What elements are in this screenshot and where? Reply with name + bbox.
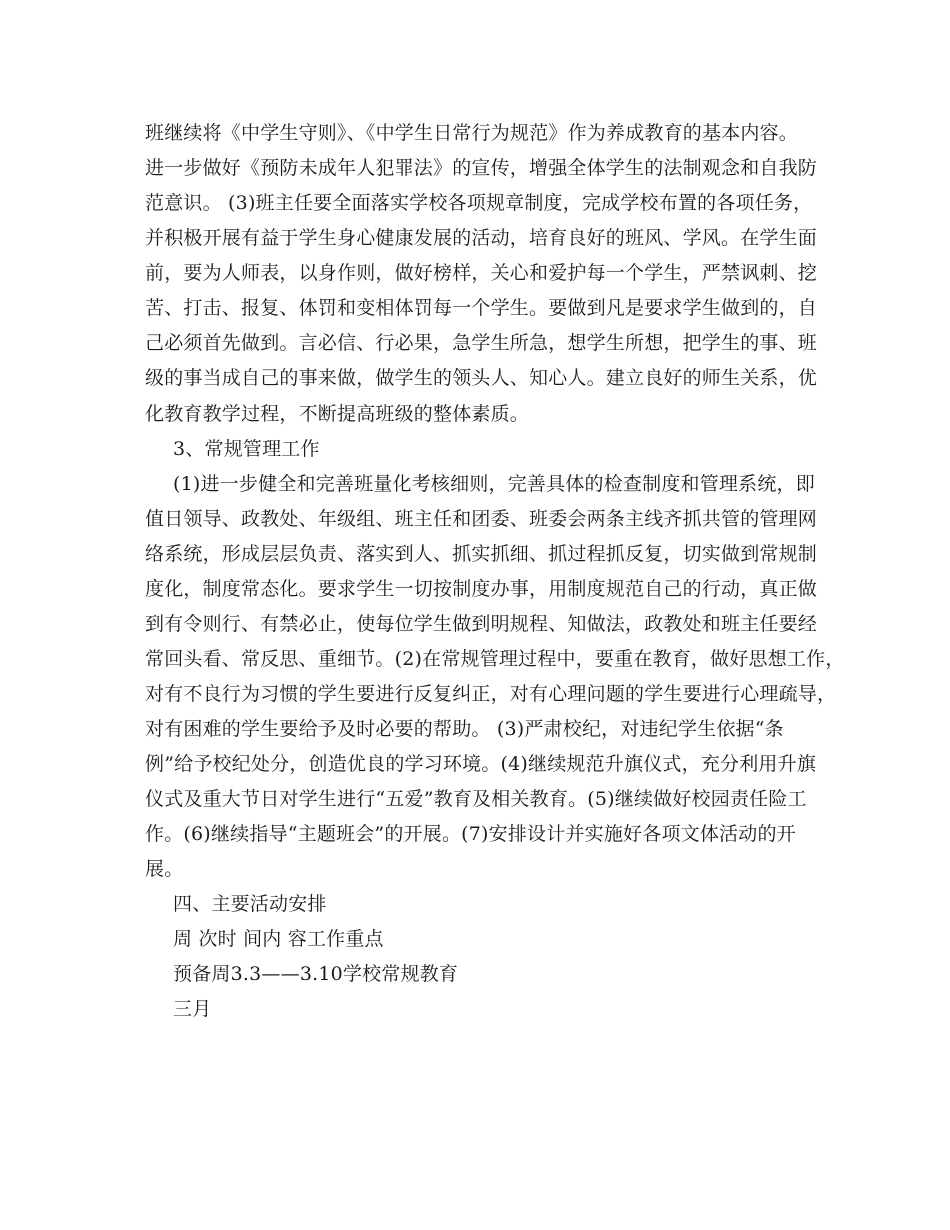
section-heading: 3、常规管理工作 <box>173 438 320 460</box>
paragraph-line: 到有令则行、有禁必止，使每位学生做到明规程、知做法，政教处和班主任要经 <box>145 613 818 635</box>
schedule-row: 三月 <box>173 998 212 1020</box>
paragraph-line: 级的事当成自己的事来做，做学生的领头人、知心人。建立良好的师生关系，优 <box>145 367 818 389</box>
paragraph-line: 己必须首先做到。言必信、行必果，急学生所急，想学生所想，把学生的事、班 <box>145 332 818 354</box>
paragraph-line: 例”给予校纪处分，创造优良的学习环境。(4)继续规范升旗仪式，充分利用升旗 <box>145 753 817 775</box>
paragraph-line: 展。 <box>145 858 184 880</box>
section-heading: 四、主要活动安排 <box>173 893 327 915</box>
paragraph-line: 苦、打击、报复、体罚和变相体罚每一个学生。要做到凡是要求学生做到的，自 <box>145 297 818 319</box>
paragraph-line: 化教育教学过程，不断提高班级的整体素质。 <box>145 403 530 425</box>
paragraph-line: 对有困难的学生要给予及时必要的帮助。 (3)严肃校纪，对违纪学生依据“条 <box>145 718 784 740</box>
paragraph-line: 班继续将《中学生守则》、《中学生日常行为规范》作为养成教育的基本内容。 <box>145 122 799 144</box>
paragraph-line: 范意识。 (3)班主任要全面落实学校各项规章制度，完成学校布置的各项任务， <box>145 192 813 214</box>
paragraph-line: 值日领导、政教处、年级组、班主任和团委、班委会两条主线齐抓共管的管理网 <box>145 508 818 530</box>
paragraph-line: 进一步做好《预防未成年人犯罪法》的宣传，增强全体学生的法制观念和自我防 <box>145 157 818 179</box>
paragraph-line: 常回头看、常反思、重细节。(2)在常规管理过程中，要重在教育，做好思想工作， <box>145 648 845 670</box>
paragraph-line: 仪式及重大节日对学生进行“五爱”教育及相关教育。(5)继续做好校园责任险工 <box>145 788 807 810</box>
paragraph-line: 络系统，形成层层负责、落实到人、抓实抓细、抓过程抓反复，切实做到常规制 <box>145 543 818 565</box>
paragraph-line: 前，要为人师表，以身作则，做好榜样，关心和爱护每一个学生，严禁讽刺、挖 <box>145 262 818 284</box>
paragraph-line: 作。(6)继续指导“主题班会”的开展。(7)安排设计并实施好各项文体活动的开 <box>145 823 796 845</box>
schedule-header: 周 次时 间内 容工作重点 <box>173 928 384 950</box>
paragraph-line: 度化，制度常态化。要求学生一切按制度办事，用制度规范自己的行动，真正做 <box>145 578 818 600</box>
schedule-row: 预备周3.3——3.10学校常规教育 <box>173 963 459 985</box>
paragraph-line: (1)进一步健全和完善班量化考核细则，完善具体的检查制度和管理系统，即 <box>173 473 815 495</box>
paragraph-line: 对有不良行为习惯的学生要进行反复纠正，对有心理问题的学生要进行心理疏导， <box>145 683 837 705</box>
paragraph-line: 并积极开展有益于学生身心健康发展的活动，培育良好的班风、学风。在学生面 <box>145 227 818 249</box>
